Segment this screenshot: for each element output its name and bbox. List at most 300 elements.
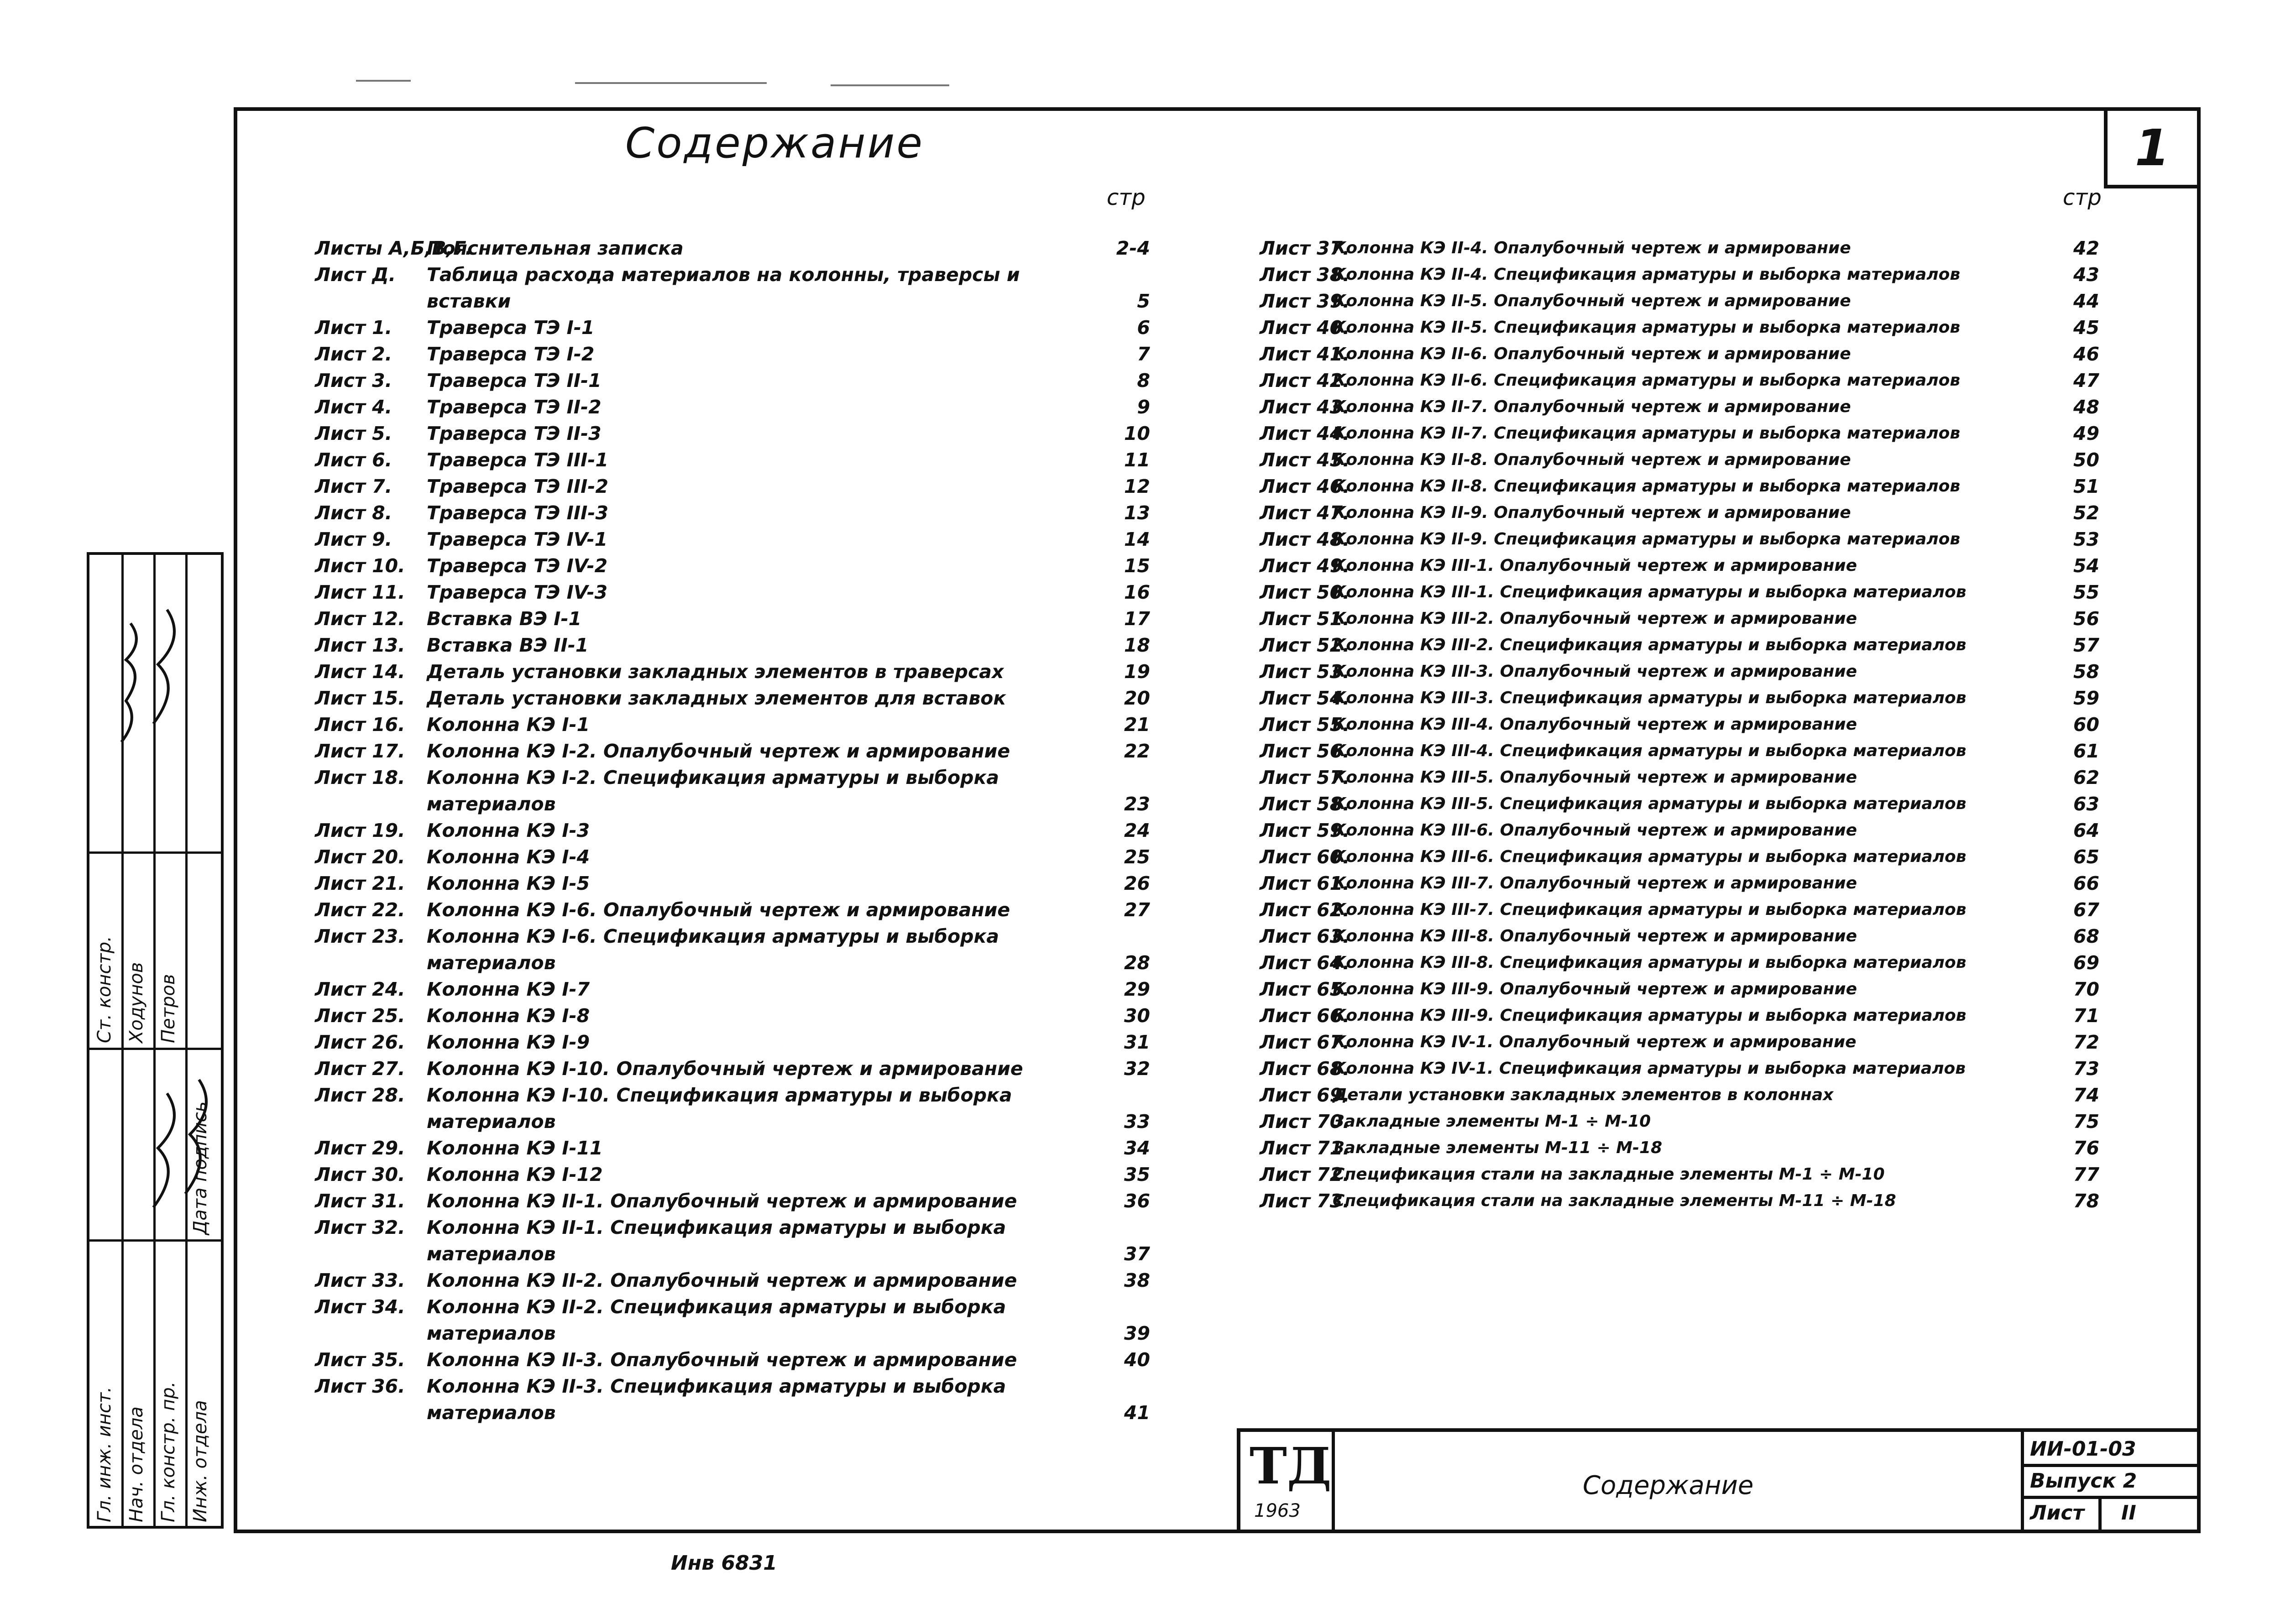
toc-page-number: 75: [2073, 1111, 2099, 1133]
toc-entry-title: Колонна КЭ I-6. Спецификация арматуры и выборка материалов: [427, 925, 999, 974]
tb-divider: [1332, 1432, 1335, 1530]
toc-sheet-label: Лист 17.: [315, 740, 405, 762]
toc-entry: [315, 1373, 1150, 1426]
toc-sheet-label: Лист 8.: [315, 502, 392, 524]
toc-entry-title: Колонна КЭ II-7. Спецификация арматуры и выборка материалов: [1333, 424, 1961, 443]
toc-page-number: 70: [2073, 978, 2099, 1000]
signature-scribbles: [89, 555, 226, 1531]
toc-entry-title: Спецификация стали на закладные элементы М-1 ÷ М-10: [1333, 1165, 1885, 1184]
toc-entry: [1260, 658, 2099, 685]
toc-entry: [1260, 420, 2099, 447]
toc-entry: [1260, 1029, 2099, 1055]
toc-entry: [1260, 738, 2099, 764]
toc-entry: [315, 367, 1150, 394]
toc-page-number: 18: [1124, 634, 1150, 656]
toc-sheet-label: Лист 56.: [1260, 740, 1350, 762]
toc-sheet-label: Лист 53.: [1260, 661, 1350, 683]
toc-page-number: 34: [1124, 1137, 1150, 1159]
toc-page-number: 78: [2073, 1190, 2099, 1212]
toc-entry: [1260, 764, 2099, 791]
toc-sheet-label: Лист Д.: [315, 264, 396, 286]
toc-entry-title: Траверса ТЭ IV-3: [427, 581, 608, 603]
toc-entry-title: Колонна КЭ I-4: [427, 846, 590, 868]
toc-sheet-label: Лист 24.: [315, 978, 405, 1000]
toc-entry-title: Колонна КЭ I-12: [427, 1164, 603, 1185]
toc-sheet-label: Лист 5.: [315, 423, 392, 444]
toc-entry: [315, 685, 1150, 711]
toc-entry: [1260, 711, 2099, 738]
toc-entry-title: Колонна КЭ I-5: [427, 872, 590, 894]
toc-entry: [315, 1082, 1150, 1135]
toc-sheet-label: Лист 2.: [315, 343, 392, 365]
toc-entry: [315, 447, 1150, 473]
logo-year: 1963: [1254, 1500, 1301, 1521]
toc-page-number: 64: [2073, 820, 2099, 841]
toc-entry: [1260, 341, 2099, 367]
toc-entry-title: Колонна КЭ III-5. Спецификация арматуры и выборка материалов: [1333, 794, 1967, 813]
toc-sheet-label: Лист 15.: [315, 687, 405, 709]
toc-sheet-label: Лист 30.: [315, 1164, 405, 1185]
toc-sheet-label: Лист 45.: [1260, 449, 1350, 471]
toc-sheet-label: Лист 14.: [315, 661, 405, 683]
toc-sheet-label: Лист 20.: [315, 846, 405, 868]
toc-entry: [315, 1294, 1150, 1347]
toc-entry-title: Колонна КЭ III-2. Спецификация арматуры и выборка материалов: [1333, 636, 1967, 654]
toc-entry: [315, 1214, 1150, 1267]
toc-entry-title: Колонна КЭ II-8. Опалубочный чертеж и армирование: [1333, 450, 1851, 469]
stamp-text: Ст. констр.: [94, 936, 115, 1043]
toc-entry: [315, 1267, 1150, 1294]
toc-entry: [315, 553, 1150, 579]
toc-page-number: 31: [1124, 1031, 1150, 1053]
scan-mark: [831, 84, 949, 86]
toc-entry-title: Колонна КЭ II-9. Спецификация арматуры и выборка материалов: [1333, 530, 1961, 548]
sheet-label: Лист: [2030, 1501, 2084, 1525]
toc-entry: [1260, 1135, 2099, 1161]
toc-sheet-label: Лист 65.: [1260, 978, 1350, 1000]
toc-sheet-label: Лист 29.: [315, 1137, 405, 1159]
toc-entry-title: Колонна КЭ II-1. Опалубочный чертеж и армирование: [427, 1190, 1017, 1212]
inventory-number: Инв 6831: [671, 1551, 777, 1575]
toc-entry: [1260, 526, 2099, 553]
tb-divider: [2098, 1496, 2102, 1532]
toc-sheet-label: Лист 1.: [315, 317, 392, 339]
toc-sheet-label: Лист 38.: [1260, 264, 1350, 286]
toc-entry-title: Деталь установки закладных элементов для вставок: [427, 687, 1006, 709]
toc-entry: [1260, 1108, 2099, 1135]
toc-sheet-label: Лист 44.: [1260, 423, 1350, 444]
toc-sheet-label: Лист 63.: [1260, 925, 1350, 947]
toc-entry: [315, 711, 1150, 738]
toc-page-number: 17: [1124, 608, 1150, 630]
toc-entry: [315, 1161, 1150, 1188]
toc-entry: [1260, 1082, 2099, 1108]
toc-page-number: 72: [2073, 1031, 2099, 1053]
title-block-name: Содержание: [1583, 1471, 1754, 1500]
toc-sheet-label: Лист 48.: [1260, 528, 1350, 550]
toc-sheet-label: Лист 61.: [1260, 872, 1350, 894]
toc-entry-title: Колонна КЭ I-10. Опалубочный чертеж и армирование: [427, 1058, 1023, 1080]
page-number: 1: [2134, 119, 2170, 177]
toc-entry: [1260, 1003, 2099, 1029]
toc-entry: [315, 658, 1150, 685]
toc-page-number: 7: [1137, 343, 1150, 365]
toc-sheet-label: Лист 59.: [1260, 820, 1350, 841]
toc-page-number: 47: [2073, 370, 2099, 392]
toc-entry-title: Колонна КЭ I-7: [427, 978, 590, 1000]
toc-page-number: 32: [1124, 1058, 1150, 1080]
toc-entry-title: Колонна КЭ I-11: [427, 1137, 603, 1159]
toc-sheet-label: Лист 69.: [1260, 1084, 1350, 1106]
toc-page-number: 29: [1124, 978, 1150, 1000]
toc-entry-title: Траверса ТЭ I-1: [427, 317, 595, 339]
toc-sheet-label: Лист 66.: [1260, 1005, 1350, 1027]
toc-sheet-label: Лист 60.: [1260, 846, 1350, 868]
toc-sheet-label: Лист 36.: [315, 1375, 405, 1397]
scan-mark: [575, 82, 767, 84]
toc-sheet-label: Лист 25.: [315, 1005, 405, 1027]
stamp-text: Дата подпись: [190, 1101, 211, 1235]
toc-page-number: 9: [1137, 396, 1150, 418]
toc-page-number: 14: [1124, 528, 1150, 550]
toc-sheet-label: Лист 47.: [1260, 502, 1350, 524]
toc-page-number: 40: [1124, 1349, 1150, 1371]
toc-entry: [315, 526, 1150, 553]
toc-sheet-label: Лист 11.: [315, 581, 405, 603]
toc-sheet-label: Лист 51.: [1260, 608, 1350, 630]
toc-entry-title: Колонна КЭ III-2. Опалубочный чертеж и армирование: [1333, 609, 1857, 628]
toc-sheet-label: Лист 62.: [1260, 899, 1350, 921]
right-page-col-label: стр: [2063, 185, 2102, 210]
stamp-text: Инж. отдела: [190, 1400, 211, 1522]
toc-page-number: 53: [2073, 528, 2099, 550]
toc-page-number: 11: [1124, 449, 1150, 471]
toc-entry-title: Траверса ТЭ IV-1: [427, 528, 608, 550]
toc-entry-title: Колонна КЭ III-3. Опалубочный чертеж и армирование: [1333, 662, 1857, 681]
toc-sheet-label: Лист 72.: [1260, 1164, 1350, 1185]
toc-entry: [315, 764, 1150, 817]
sheet-value: II: [2121, 1501, 2136, 1525]
toc-page-number: 33: [1124, 1111, 1150, 1133]
toc-page-number: 23: [1124, 793, 1150, 815]
toc-entry: [1260, 579, 2099, 606]
toc-entry: [315, 632, 1150, 658]
toc-entry-title: Колонна КЭ III-3. Спецификация арматуры и выборка материалов: [1333, 689, 1967, 707]
toc-sheet-label: Лист 57.: [1260, 767, 1350, 789]
toc-entry: [1260, 976, 2099, 1003]
toc-entry-title: Колонна КЭ I-9: [427, 1031, 590, 1053]
toc-page-number: 37: [1124, 1243, 1150, 1265]
toc-entry-title: Колонна КЭ III-9. Спецификация арматуры и выборка материалов: [1333, 1006, 1967, 1025]
toc-entry: [1260, 685, 2099, 711]
toc-sheet-label: Лист 9.: [315, 528, 392, 550]
toc-page-number: 74: [2073, 1084, 2099, 1106]
toc-entry: [315, 420, 1150, 447]
toc-page-number: 21: [1124, 714, 1150, 736]
signature-icon: [121, 623, 136, 742]
toc-entry-title: Колонна КЭ III-6. Спецификация арматуры и выборка материалов: [1333, 847, 1967, 866]
toc-entry-title: Колонна КЭ III-8. Опалубочный чертеж и армирование: [1333, 927, 1857, 945]
toc-page-number: 48: [2073, 396, 2099, 418]
toc-entry: [1260, 288, 2099, 314]
toc-entry: [315, 579, 1150, 606]
toc-entry: [315, 976, 1150, 1003]
toc-entry: [315, 261, 1150, 314]
toc-sheet-label: Лист 23.: [315, 925, 405, 947]
toc-entry: [1260, 632, 2099, 658]
toc-entry: [315, 923, 1150, 976]
toc-entry: [315, 844, 1150, 870]
toc-entry-title: Траверса ТЭ III-3: [427, 502, 608, 524]
toc-entry: [1260, 923, 2099, 950]
toc-entry: [1260, 314, 2099, 341]
toc-sheet-label: Лист 3.: [315, 370, 392, 392]
toc-entry-title: Траверса ТЭ II-3: [427, 423, 601, 444]
signature-icon: [185, 1080, 206, 1194]
toc-page-number: 22: [1124, 740, 1150, 762]
toc-entry-title: Колонна КЭ III-4. Спецификация арматуры и выборка материалов: [1333, 742, 1967, 760]
toc-page-number: 24: [1124, 820, 1150, 841]
toc-sheet-label: Лист 34.: [315, 1296, 405, 1318]
toc-entry: [1260, 950, 2099, 976]
toc-entry-title: Колонна КЭ II-4. Спецификация арматуры и выборка материалов: [1333, 265, 1961, 284]
toc-entry-title: Колонна КЭ II-5. Опалубочный чертеж и армирование: [1333, 292, 1851, 310]
toc-page-number: 65: [2073, 846, 2099, 868]
toc-entry-title: Колонна КЭ I-10. Спецификация арматуры и выборка материалов: [427, 1084, 1012, 1133]
toc-page-number: 50: [2073, 449, 2099, 471]
toc-entry-title: Траверса ТЭ II-2: [427, 396, 601, 418]
toc-sheet-label: Лист 58.: [1260, 793, 1350, 815]
toc-entry-title: Колонна КЭ I-2. Опалубочный чертеж и армирование: [427, 740, 1010, 762]
toc-left-column: [315, 235, 1150, 1426]
toc-page-number: 59: [2073, 687, 2099, 709]
toc-page-number: 61: [2073, 740, 2099, 762]
toc-sheet-label: Лист 54.: [1260, 687, 1350, 709]
toc-entry: [1260, 367, 2099, 394]
toc-entry: [315, 738, 1150, 764]
toc-entry-title: Колонна КЭ I-8: [427, 1005, 590, 1027]
toc-sheet-label: Лист 7.: [315, 475, 392, 497]
toc-entry-title: Спецификация стали на закладные элементы М-11 ÷ М-18: [1333, 1191, 1896, 1210]
toc-entry-title: Колонна КЭ IV-1. Спецификация арматуры и выборка материалов: [1333, 1059, 1966, 1078]
toc-sheet-label: Лист 73.: [1260, 1190, 1350, 1212]
toc-entry: [1260, 394, 2099, 420]
toc-sheet-label: Лист 52.: [1260, 634, 1350, 656]
stamp-text: Нач. отдела: [126, 1406, 147, 1522]
toc-entry-title: Колонна КЭ III-1. Спецификация арматуры и выборка материалов: [1333, 583, 1967, 601]
toc-entry-title: Траверса ТЭ I-2: [427, 343, 595, 365]
toc-page-number: 26: [1124, 872, 1150, 894]
toc-entry-title: Колонна КЭ II-4. Опалубочный чертеж и армирование: [1333, 239, 1851, 257]
toc-entry-title: Колонна КЭ III-4. Опалубочный чертеж и армирование: [1333, 715, 1857, 734]
toc-sheet-label: Лист 16.: [315, 714, 405, 736]
toc-entry-title: Колонна КЭ II-5. Спецификация арматуры и выборка материалов: [1333, 318, 1961, 337]
toc-page-number: 66: [2073, 872, 2099, 894]
toc-entry: [315, 606, 1150, 632]
toc-page-number: 35: [1124, 1164, 1150, 1185]
toc-sheet-label: Лист 19.: [315, 820, 405, 841]
toc-entry: [315, 1029, 1150, 1055]
toc-entry: [315, 1347, 1150, 1373]
toc-entry: [315, 817, 1150, 844]
toc-entry: [1260, 1188, 2099, 1214]
toc-entry-title: Колонна КЭ III-8. Спецификация арматуры и выборка материалов: [1333, 953, 1967, 972]
toc-sheet-label: Лист 35.: [315, 1349, 405, 1371]
toc-entry-title: Колонна КЭ II-2. Спецификация арматуры и выборка материалов: [427, 1296, 1006, 1344]
toc-entry-title: Колонна КЭ II-6. Опалубочный чертеж и армирование: [1333, 345, 1851, 363]
toc-entry: [1260, 897, 2099, 923]
toc-entry-title: Колонна КЭ III-7. Спецификация арматуры и выборка материалов: [1333, 900, 1967, 919]
toc-entry: [315, 341, 1150, 367]
toc-entry-title: Траверса ТЭ III-1: [427, 449, 608, 471]
toc-sheet-label: Лист 42.: [1260, 370, 1350, 392]
toc-sheet-label: Лист 64.: [1260, 952, 1350, 974]
toc-sheet-label: Лист 32.: [315, 1217, 405, 1238]
toc-page-number: 52: [2073, 502, 2099, 524]
toc-entry-title: Колонна КЭ I-6. Опалубочный чертеж и армирование: [427, 899, 1010, 921]
toc-entry-title: Колонна КЭ I-1: [427, 714, 590, 736]
toc-page-number: 69: [2073, 952, 2099, 974]
toc-page-number: 28: [1124, 952, 1150, 974]
toc-entry: [315, 870, 1150, 897]
toc-entry: [315, 1055, 1150, 1082]
toc-entry-title: Колонна КЭ III-6. Опалубочный чертеж и армирование: [1333, 821, 1857, 840]
approval-stamp: [87, 552, 224, 1529]
tb-divider: [2021, 1496, 2199, 1499]
toc-page-number: 56: [2073, 608, 2099, 630]
toc-page-number: 2-4: [1116, 237, 1150, 259]
toc-page-number: 58: [2073, 661, 2099, 683]
toc-page-number: 39: [1124, 1322, 1150, 1344]
toc-page-number: 42: [2073, 237, 2099, 259]
toc-page-number: 8: [1137, 370, 1150, 392]
toc-sheet-label: Лист 26.: [315, 1031, 405, 1053]
toc-entry-title: Траверса ТЭ II-1: [427, 370, 601, 392]
toc-page-number: 41: [1124, 1402, 1150, 1424]
stamp-text: Гл. инж. инст.: [94, 1386, 115, 1522]
toc-entry-title: Колонна КЭ II-1. Спецификация арматуры и выборка материалов: [427, 1217, 1006, 1265]
toc-sheet-label: Лист 49.: [1260, 555, 1350, 577]
toc-entry: [315, 1188, 1150, 1214]
title-block: [1237, 1428, 2201, 1533]
toc-page-number: 16: [1124, 581, 1150, 603]
toc-sheet-label: Лист 50.: [1260, 581, 1350, 603]
toc-entry: [315, 1003, 1150, 1029]
toc-page-number: 68: [2073, 925, 2099, 947]
toc-page-number: 25: [1124, 846, 1150, 868]
toc-entry: [1260, 791, 2099, 817]
toc-entry-title: Пояснительная записка: [427, 237, 684, 259]
toc-sheet-label: Лист 41.: [1260, 343, 1350, 365]
toc-sheet-label: Лист 46.: [1260, 475, 1350, 497]
toc-entry-title: Траверса ТЭ III-2: [427, 475, 608, 497]
toc-entry: [1260, 844, 2099, 870]
toc-page-number: 77: [2073, 1164, 2099, 1185]
toc-entry: [315, 897, 1150, 923]
toc-sheet-label: Лист 33.: [315, 1269, 405, 1291]
toc-entry-title: Закладные элементы М-11 ÷ М-18: [1333, 1138, 1663, 1157]
toc-page-number: 60: [2073, 714, 2099, 736]
left-page-col-label: стр: [1107, 185, 1145, 210]
toc-page-number: 54: [2073, 555, 2099, 577]
toc-entry-title: Колонна КЭ IV-1. Опалубочный чертеж и армирование: [1333, 1033, 1857, 1051]
toc-entry-title: Колонна КЭ II-9. Опалубочный чертеж и армирование: [1333, 503, 1851, 522]
toc-entry-title: Деталь установки закладных элементов в траверсах: [427, 661, 1004, 683]
toc-sheet-label: Лист 12.: [315, 608, 405, 630]
toc-page-number: 76: [2073, 1137, 2099, 1159]
toc-page-number: 51: [2073, 475, 2099, 497]
toc-page-number: 62: [2073, 767, 2099, 789]
toc-sheet-label: Лист 68.: [1260, 1058, 1350, 1080]
toc-entry: [315, 1135, 1150, 1161]
stamp-text: Гл. констр. пр.: [158, 1381, 179, 1522]
signature-icon: [153, 610, 174, 724]
toc-entry: [1260, 1055, 2099, 1082]
toc-page-number: 15: [1124, 555, 1150, 577]
toc-entry: [1260, 473, 2099, 500]
toc-page-number: 67: [2073, 899, 2099, 921]
toc-entry-title: Колонна КЭ II-3. Спецификация арматуры и выборка материалов: [427, 1375, 1006, 1424]
toc-entry-title: Колонна КЭ III-1. Опалубочный чертеж и армирование: [1333, 556, 1857, 575]
toc-page-number: 20: [1124, 687, 1150, 709]
toc-sheet-label: Листы А,Б,В,Г.: [315, 237, 472, 259]
toc-entry: [315, 500, 1150, 526]
toc-page-number: 73: [2073, 1058, 2099, 1080]
toc-entry-title: Колонна КЭ I-3: [427, 820, 590, 841]
toc-page-number: 36: [1124, 1190, 1150, 1212]
toc-page-number: 43: [2073, 264, 2099, 286]
toc-page-number: 57: [2073, 634, 2099, 656]
toc-sheet-label: Лист 6.: [315, 449, 392, 471]
toc-sheet-label: Лист 4.: [315, 396, 392, 418]
document-code: ИИ-01-03: [2030, 1437, 2136, 1461]
toc-sheet-label: Лист 67.: [1260, 1031, 1350, 1053]
toc-entry: [1260, 1161, 2099, 1188]
toc-page-number: 55: [2073, 581, 2099, 603]
toc-right-column: [1260, 235, 2099, 1214]
toc-entry: [1260, 235, 2099, 261]
toc-entry-title: Колонна КЭ I-2. Спецификация арматуры и выборка материалов: [427, 767, 999, 815]
toc-sheet-label: Лист 39.: [1260, 290, 1350, 312]
toc-page-number: 6: [1137, 317, 1150, 339]
toc-page-number: 12: [1124, 475, 1150, 497]
toc-entry: [1260, 261, 2099, 288]
toc-page-number: 19: [1124, 661, 1150, 683]
toc-page-number: 49: [2073, 423, 2099, 444]
toc-sheet-label: Лист 21.: [315, 872, 405, 894]
toc-sheet-label: Лист 22.: [315, 899, 405, 921]
toc-entry: [1260, 817, 2099, 844]
toc-entry-title: Колонна КЭ II-3. Опалубочный чертеж и армирование: [427, 1349, 1017, 1371]
toc-sheet-label: Лист 18.: [315, 767, 405, 789]
toc-page-number: 46: [2073, 343, 2099, 365]
toc-sheet-label: Лист 70.: [1260, 1111, 1350, 1133]
toc-entry-title: Колонна КЭ III-5. Опалубочный чертеж и армирование: [1333, 768, 1857, 787]
toc-sheet-label: Лист 10.: [315, 555, 405, 577]
stamp-text: Ходунов: [126, 962, 147, 1043]
toc-entry: [1260, 606, 2099, 632]
toc-entry-title: Колонна КЭ III-7. Опалубочный чертеж и армирование: [1333, 874, 1857, 893]
toc-page-number: 27: [1124, 899, 1150, 921]
toc-sheet-label: Лист 13.: [315, 634, 405, 656]
toc-entry-title: Закладные элементы М-1 ÷ М-10: [1333, 1112, 1651, 1131]
toc-page-number: 13: [1124, 502, 1150, 524]
toc-entry: [315, 394, 1150, 420]
toc-entry-title: Колонна КЭ II-7. Опалубочный чертеж и армирование: [1333, 397, 1851, 416]
toc-page-number: 10: [1124, 423, 1150, 444]
page-title: Содержание: [625, 119, 924, 167]
issue-number: Выпуск 2: [2030, 1469, 2137, 1493]
